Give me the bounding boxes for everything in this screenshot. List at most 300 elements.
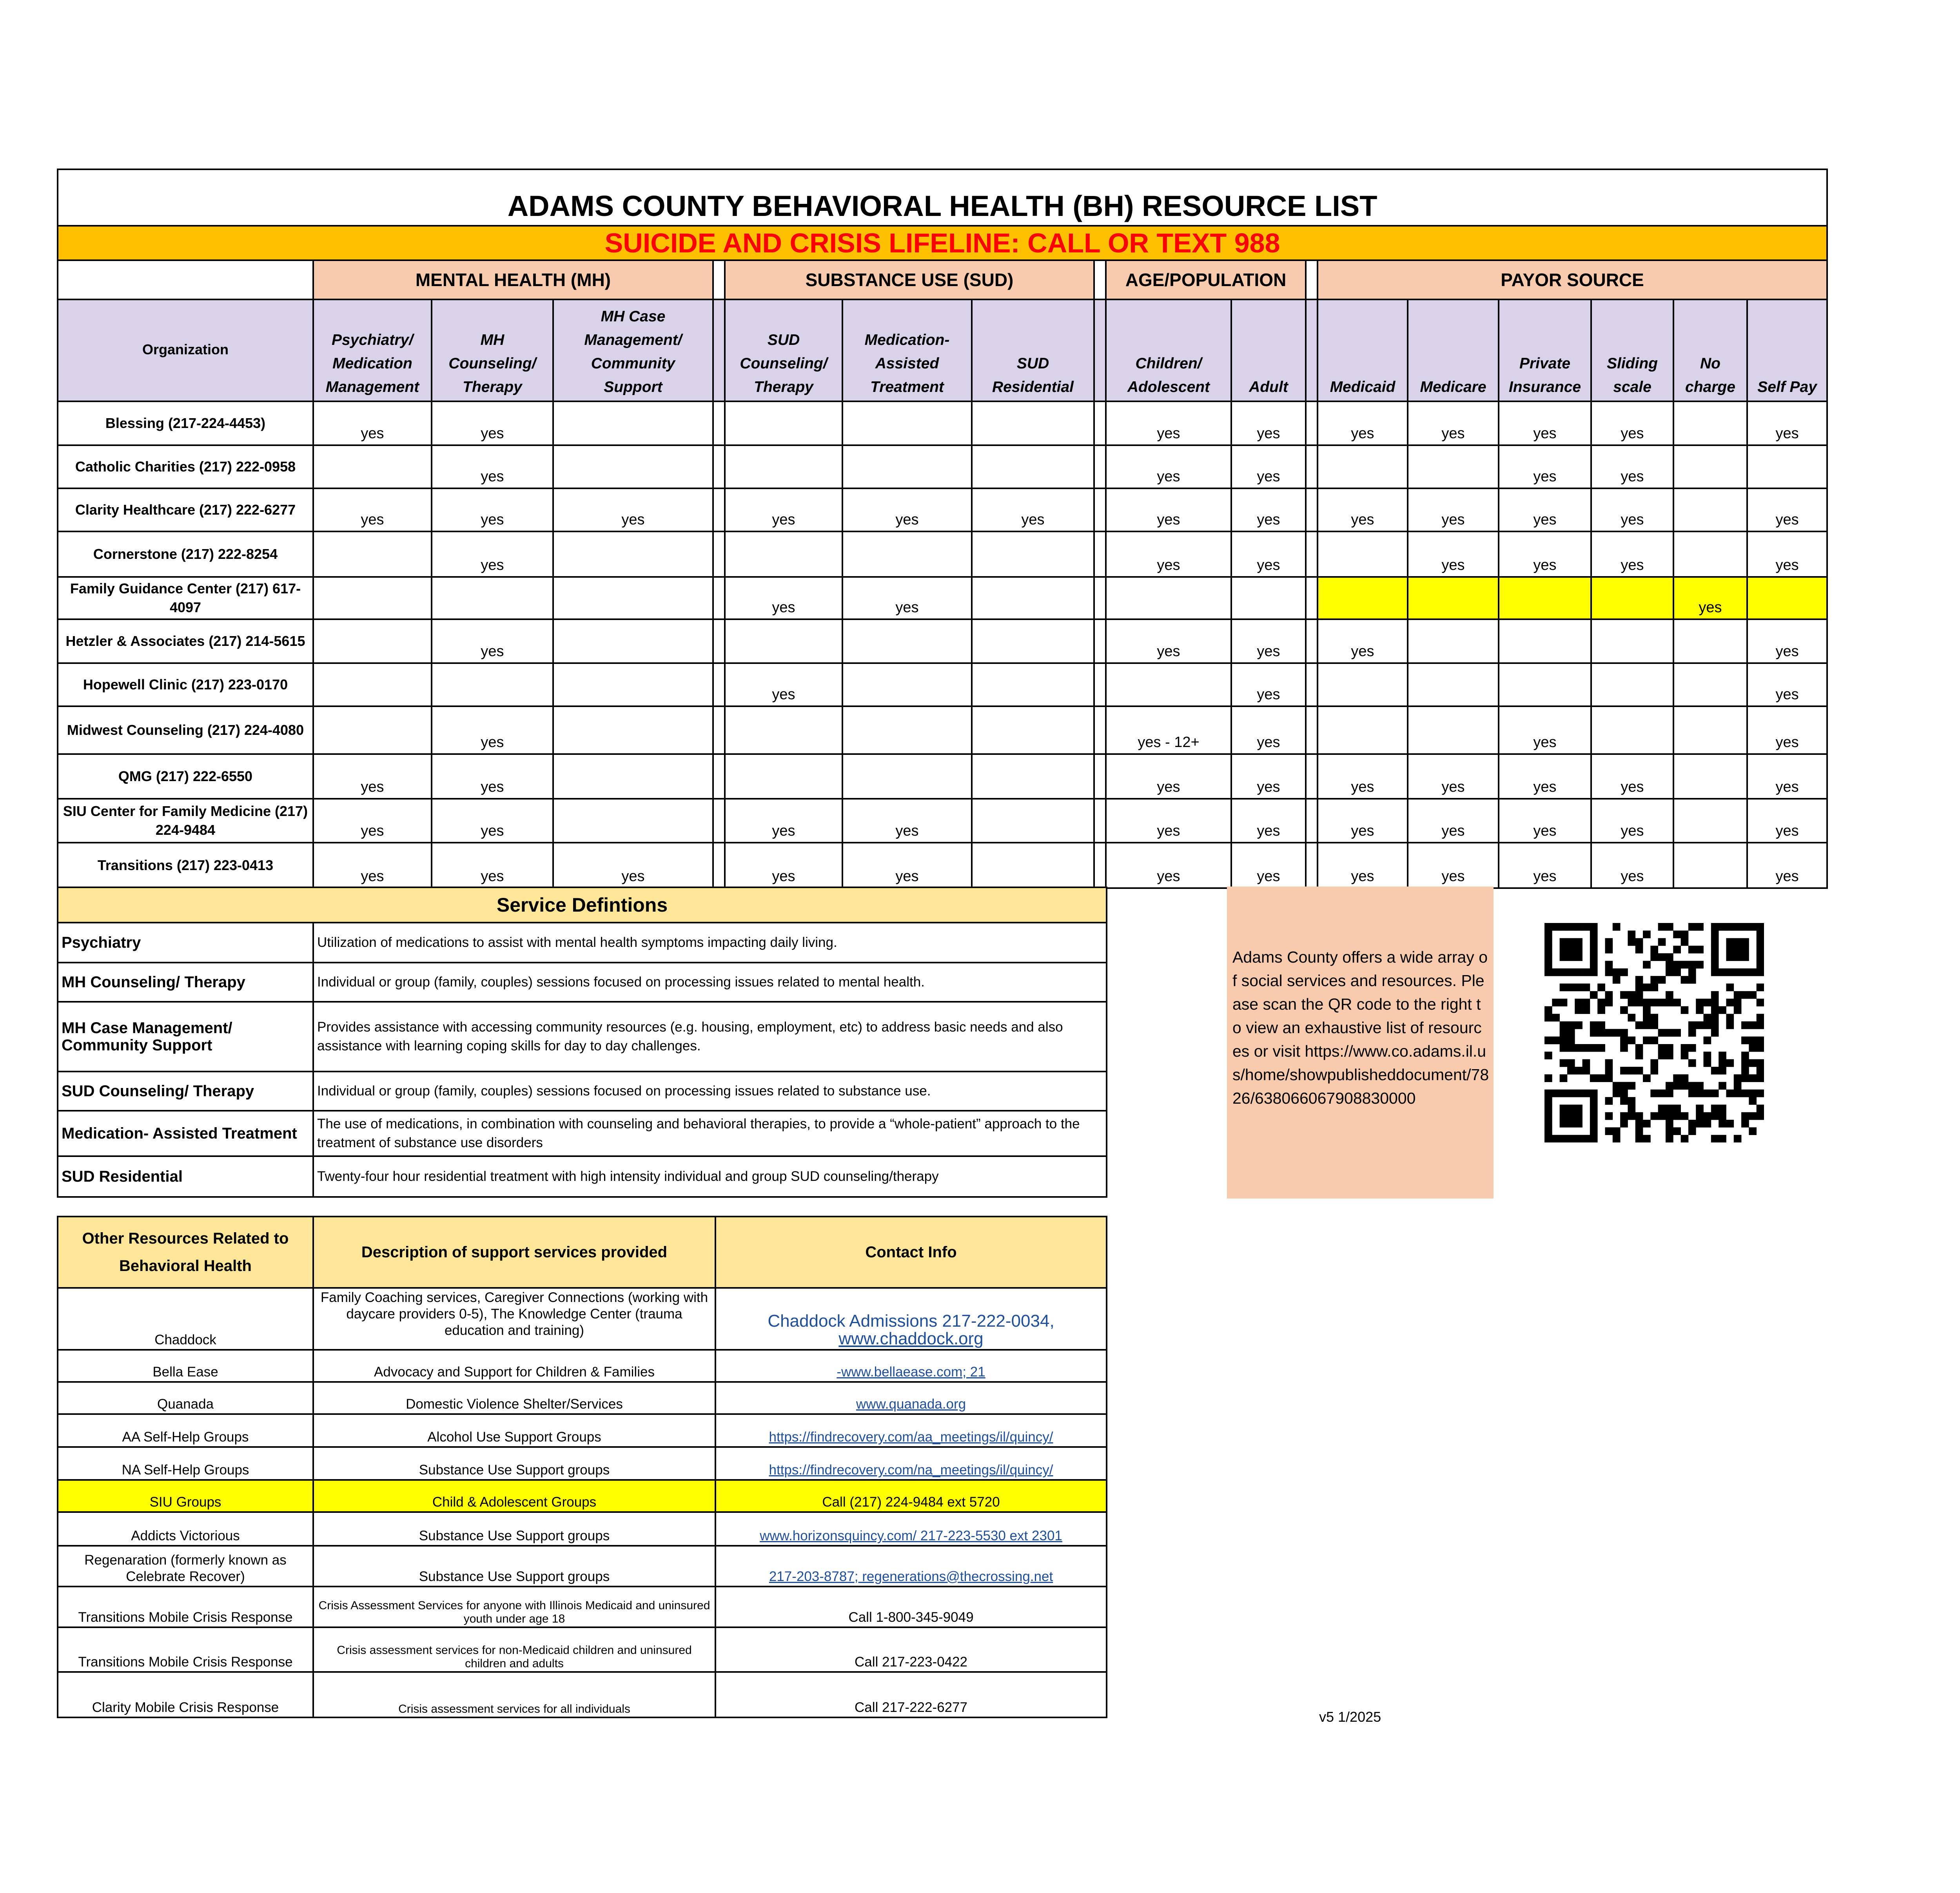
qr-module: [1575, 946, 1583, 954]
qr-module: [1696, 946, 1704, 954]
contact-link[interactable]: 217-203-8787; regenerations@thecrossing.net: [769, 1569, 1053, 1584]
qr-module: [1613, 923, 1621, 931]
qr-module: [1583, 923, 1590, 931]
qr-module: [1726, 1090, 1734, 1097]
qr-module: [1673, 1074, 1681, 1082]
service-cell: yes: [1408, 401, 1499, 445]
qr-module: [1575, 1006, 1583, 1014]
resource-description: Crisis assessment services for non-Medicaid children and uninsured children and adults: [313, 1627, 715, 1672]
qr-module: [1650, 946, 1658, 954]
qr-module: [1605, 946, 1613, 954]
org-name: Cornerstone (217) 222-8254: [58, 531, 313, 577]
definition-desc: The use of medications, in combination with counseling and behavioral therapies, to provide a “whole-patient” approach to the treatment of substance use disorders: [313, 1111, 1107, 1156]
qr-module: [1704, 1112, 1711, 1120]
service-cell: [1747, 445, 1827, 488]
qr-module: [1673, 1112, 1681, 1120]
qr-module: [1605, 999, 1613, 1006]
contact-text: Call 1-800-345-9049: [848, 1610, 974, 1625]
service-cell: yes: [553, 488, 713, 531]
qr-module: [1711, 961, 1719, 969]
qr-module: [1673, 999, 1681, 1006]
qr-module: [1696, 1120, 1704, 1128]
definition-desc: Utilization of medications to assist with mental health symptoms impacting daily living.: [313, 923, 1107, 963]
qr-module: [1590, 1021, 1598, 1029]
qr-module: [1704, 999, 1711, 1006]
definitions-header: Service Defintions: [58, 887, 1107, 923]
qr-module: [1757, 930, 1764, 938]
qr-module: [1643, 961, 1651, 969]
qr-module: [1704, 1059, 1711, 1067]
qr-module: [1719, 1120, 1726, 1128]
qr-module: [1696, 923, 1704, 931]
qr-module: [1741, 1059, 1749, 1067]
org-name: Family Guidance Center (217) 617-4097: [58, 577, 313, 619]
qr-module: [1567, 1059, 1575, 1067]
qr-module: [1741, 1074, 1749, 1082]
column-gap: [1094, 843, 1106, 888]
qr-module: [1620, 1097, 1628, 1105]
qr-module: [1620, 1044, 1628, 1052]
qr-module: [1544, 1052, 1552, 1059]
service-cell: [842, 619, 972, 663]
qr-module: [1711, 938, 1719, 946]
definition-term: MH Case Management/ Community Support: [58, 1002, 313, 1072]
service-cell: [1673, 843, 1747, 888]
service-cell: [313, 531, 432, 577]
qr-module: [1544, 1006, 1552, 1014]
qr-module: [1590, 1044, 1598, 1052]
col-no-charge: No charge: [1673, 299, 1747, 401]
definition-term: SUD Residential: [58, 1156, 313, 1197]
other-resources-table: [57, 1216, 1107, 1718]
qr-module: [1590, 938, 1598, 946]
qr-module: [1757, 983, 1764, 991]
qr-module: [1567, 946, 1575, 954]
qr-module: [1681, 1052, 1689, 1059]
qr-module: [1567, 1090, 1575, 1097]
service-cell: [972, 577, 1094, 619]
contact-link[interactable]: -www.bellaease.com; 21: [837, 1364, 985, 1380]
column-gap: [713, 663, 725, 706]
service-cell: [842, 445, 972, 488]
qr-module: [1734, 968, 1742, 976]
qr-module: [1749, 1090, 1757, 1097]
qr-module: [1696, 1090, 1704, 1097]
service-cell: yes: [432, 531, 553, 577]
contact-text: Call (217) 224-9484 ext 5720: [822, 1494, 1000, 1510]
service-cell: yes: [313, 754, 432, 799]
contact-link[interactable]: www.quanada.org: [856, 1396, 966, 1412]
qr-module: [1658, 1044, 1666, 1052]
qr-module: [1544, 1112, 1552, 1120]
column-gap: [1094, 706, 1106, 754]
service-cell: [1231, 577, 1306, 619]
qr-module: [1650, 976, 1658, 984]
qr-module: [1704, 1021, 1711, 1029]
qr-module: [1597, 983, 1605, 991]
qr-module: [1749, 1037, 1757, 1044]
resource-contact[interactable]: [715, 1382, 1107, 1414]
service-cell: [972, 401, 1094, 445]
qr-module: [1635, 938, 1643, 946]
service-cell: yes: [1408, 488, 1499, 531]
service-cell: [842, 663, 972, 706]
qr-module: [1688, 1082, 1696, 1090]
qr-module: [1590, 1074, 1598, 1082]
qr-module: [1560, 923, 1568, 931]
column-gap: [713, 260, 725, 299]
qr-module: [1544, 923, 1552, 931]
qr-module: [1757, 1044, 1764, 1052]
service-cell: yes: [1499, 488, 1591, 531]
service-cell: [1318, 706, 1408, 754]
qr-module: [1711, 1014, 1719, 1022]
contact-link[interactable]: Chaddock Admissions 217-222-0034,: [768, 1311, 1054, 1331]
qr-module: [1734, 991, 1742, 999]
qr-module: [1583, 1135, 1590, 1142]
definition-term: SUD Counseling/ Therapy: [58, 1072, 313, 1111]
qr-module: [1567, 968, 1575, 976]
service-cell: [972, 706, 1094, 754]
qr-module: [1590, 930, 1598, 938]
qr-module: [1544, 1090, 1552, 1097]
qr-module: [1605, 1097, 1613, 1105]
col-sliding-scale: Sliding scale: [1591, 299, 1673, 401]
qr-module: [1567, 1021, 1575, 1029]
service-cell: yes: [1499, 401, 1591, 445]
qr-module: [1658, 1112, 1666, 1120]
col-mat: Medication- Assisted Treatment: [842, 299, 972, 401]
qr-module: [1567, 938, 1575, 946]
contact-text: Call 217-223-0422: [855, 1654, 967, 1670]
resource-name: Regenaration (formerly known as Celebrate Recover): [58, 1546, 313, 1587]
service-cell: [313, 706, 432, 754]
qr-module: [1666, 1052, 1673, 1059]
service-cell: yes: [1747, 706, 1827, 754]
qr-module: [1666, 1112, 1673, 1120]
qr-module: [1726, 1120, 1734, 1128]
qr-module: [1552, 999, 1560, 1006]
qr-module: [1666, 1120, 1673, 1128]
resource-name: Addicts Victorious: [58, 1512, 313, 1546]
service-cell: [1591, 706, 1673, 754]
service-cell: [1673, 488, 1747, 531]
qr-module: [1711, 1104, 1719, 1112]
qr-module: [1567, 1067, 1575, 1075]
qr-module: [1575, 923, 1583, 931]
column-gap: [713, 531, 725, 577]
qr-module: [1560, 1029, 1568, 1037]
qr-module: [1628, 1104, 1635, 1112]
service-cell: [1673, 799, 1747, 843]
contact-link[interactable]: www.horizonsquincy.com/ 217-223-5530 ext 2301: [760, 1528, 1062, 1543]
qr-module: [1734, 1090, 1742, 1097]
qr-module: [1666, 1082, 1673, 1090]
contact-link[interactable]: https://findrecovery.com/na_meetings/il/quincy/: [769, 1462, 1053, 1478]
qr-module: [1741, 1090, 1749, 1097]
service-cell: [842, 706, 972, 754]
qr-module: [1605, 1112, 1613, 1120]
service-cell: [972, 531, 1094, 577]
contact-text: Call 217-222-6277: [855, 1700, 967, 1715]
column-gap: [713, 445, 725, 488]
qr-module: [1643, 1074, 1651, 1082]
qr-module: [1620, 968, 1628, 976]
column-gap: [1306, 619, 1318, 663]
qr-module: [1658, 1052, 1666, 1059]
column-gap: [1094, 663, 1106, 706]
service-cell: yes: [1106, 401, 1231, 445]
service-cell: yes: [842, 843, 972, 888]
service-cell: yes: [972, 488, 1094, 531]
qr-module: [1628, 1014, 1635, 1022]
resource-contact[interactable]: [715, 1350, 1107, 1382]
qr-module: [1688, 961, 1696, 969]
qr-module: [1544, 1104, 1552, 1112]
service-cell: yes: [1106, 754, 1231, 799]
qr-module: [1590, 1029, 1598, 1037]
qr-module: [1650, 1090, 1658, 1097]
qr-module: [1719, 1104, 1726, 1112]
org-name: Hetzler & Associates (217) 214-5615: [58, 619, 313, 663]
qr-module: [1726, 983, 1734, 991]
qr-module: [1673, 946, 1681, 954]
org-row: [58, 706, 1827, 754]
column-gap: [1306, 401, 1318, 445]
qr-module: [1711, 1006, 1719, 1014]
qr-module: [1711, 1135, 1719, 1142]
resource-row: [58, 1414, 1107, 1447]
resource-contact[interactable]: [715, 1414, 1107, 1447]
service-cell: yes: [1231, 843, 1306, 888]
resource-row: [58, 1480, 1107, 1512]
qr-module: [1628, 991, 1635, 999]
qr-module: [1560, 953, 1568, 961]
contact-link[interactable]: https://findrecovery.com/aa_meetings/il/quincy/: [769, 1429, 1053, 1445]
qr-module: [1560, 1120, 1568, 1128]
resource-row: [58, 1672, 1107, 1717]
qr-module: [1741, 946, 1749, 954]
qr-module: [1711, 1112, 1719, 1120]
qr-module: [1575, 1067, 1583, 1075]
qr-code-icon[interactable]: [1544, 923, 1764, 1142]
column-gap: [1094, 619, 1106, 663]
qr-module: [1666, 968, 1673, 976]
service-cell: [1318, 577, 1408, 619]
service-cell: yes: [1106, 799, 1231, 843]
qr-module: [1635, 999, 1643, 1006]
column-gap: [713, 577, 725, 619]
service-cell: [1673, 619, 1747, 663]
qr-module: [1666, 999, 1673, 1006]
qr-module: [1741, 1037, 1749, 1044]
definition-desc: Provides assistance with accessing community resources (e.g. housing, employment, etc) to address basic needs and also assistance with learning coping skills for day to day challenges.: [313, 1002, 1107, 1072]
qr-module: [1590, 923, 1598, 931]
service-cell: yes: [1106, 843, 1231, 888]
definition-row: [58, 923, 1107, 963]
column-gap: [1306, 577, 1318, 619]
qr-module: [1635, 983, 1643, 991]
qr-module: [1666, 923, 1673, 931]
qr-module: [1741, 1112, 1749, 1120]
service-cell: [313, 577, 432, 619]
qr-module: [1650, 1112, 1658, 1120]
resource-contact: [715, 1480, 1107, 1512]
qr-module: [1613, 1135, 1621, 1142]
qr-module: [1711, 968, 1719, 976]
qr-module: [1681, 1006, 1689, 1014]
qr-module: [1620, 1090, 1628, 1097]
qr-module: [1567, 1037, 1575, 1044]
qr-module: [1620, 1112, 1628, 1120]
service-cell: yes: [725, 488, 842, 531]
qr-module: [1605, 961, 1613, 969]
qr-module: [1628, 999, 1635, 1006]
qr-module: [1749, 1044, 1757, 1052]
qr-module: [1575, 968, 1583, 976]
service-cell: yes: [1591, 843, 1673, 888]
qr-module: [1719, 1006, 1726, 1014]
qr-module: [1597, 1074, 1605, 1082]
qr-module: [1726, 946, 1734, 954]
qr-module: [1757, 1067, 1764, 1075]
resource-row: [58, 1512, 1107, 1546]
qr-module: [1734, 999, 1742, 1006]
qr-module: [1552, 923, 1560, 931]
qr-module: [1658, 976, 1666, 984]
qr-module: [1597, 1006, 1605, 1014]
col-medicare: Medicare: [1408, 299, 1499, 401]
service-cell: [1673, 663, 1747, 706]
service-cell: yes: [1673, 577, 1747, 619]
qr-module: [1696, 1112, 1704, 1120]
service-cell: [313, 663, 432, 706]
service-definitions-table: [57, 887, 1107, 1198]
qr-module: [1757, 1090, 1764, 1097]
qr-module: [1696, 999, 1704, 1006]
resource-contact[interactable]: [715, 1546, 1107, 1587]
service-cell: yes: [1591, 401, 1673, 445]
service-cell: yes: [1747, 531, 1827, 577]
service-cell: [313, 445, 432, 488]
org-row: [58, 843, 1827, 888]
qr-module: [1567, 1135, 1575, 1142]
qr-module: [1688, 1029, 1696, 1037]
service-cell: yes: [1231, 619, 1306, 663]
qr-module: [1658, 1090, 1666, 1097]
qr-module: [1757, 1037, 1764, 1044]
qr-module: [1704, 1090, 1711, 1097]
qr-module: [1696, 1021, 1704, 1029]
qr-module: [1544, 968, 1552, 976]
service-cell: yes: [1106, 619, 1231, 663]
column-gap: [713, 401, 725, 445]
service-cell: yes: [1591, 445, 1673, 488]
resource-table: [57, 169, 1828, 889]
qr-module: [1734, 938, 1742, 946]
qr-module: [1704, 1052, 1711, 1059]
qr-module: [1544, 953, 1552, 961]
qr-module: [1560, 1112, 1568, 1120]
qr-module: [1696, 1006, 1704, 1014]
other-header-description: Description of support services provided: [313, 1217, 715, 1288]
qr-module: [1650, 1067, 1658, 1075]
column-gap: [713, 488, 725, 531]
qr-module: [1567, 1112, 1575, 1120]
qr-module: [1749, 1097, 1757, 1105]
qr-module: [1711, 953, 1719, 961]
qr-module: [1711, 946, 1719, 954]
column-gap: [1094, 401, 1106, 445]
qr-module: [1583, 1006, 1590, 1014]
qr-module: [1583, 999, 1590, 1006]
qr-module: [1749, 1021, 1757, 1029]
resource-contact[interactable]: [715, 1512, 1107, 1546]
qr-module: [1650, 1059, 1658, 1067]
qr-module: [1726, 1014, 1734, 1022]
qr-module: [1567, 1029, 1575, 1037]
qr-module: [1688, 1120, 1696, 1128]
qr-module: [1681, 1074, 1689, 1082]
qr-module: [1620, 1037, 1628, 1044]
qr-module: [1704, 1037, 1711, 1044]
qr-module: [1560, 946, 1568, 954]
contact-link[interactable]: www.chaddock.org: [838, 1329, 984, 1348]
qr-module: [1583, 968, 1590, 976]
qr-module: [1628, 1097, 1635, 1105]
qr-module: [1650, 953, 1658, 961]
qr-module: [1666, 953, 1673, 961]
qr-module: [1734, 953, 1742, 961]
qr-module: [1741, 991, 1749, 999]
resource-contact[interactable]: [715, 1288, 1107, 1350]
qr-module: [1544, 1074, 1552, 1082]
qr-module: [1583, 1090, 1590, 1097]
service-cell: [842, 401, 972, 445]
definition-term: MH Counseling/ Therapy: [58, 963, 313, 1002]
qr-module: [1734, 1135, 1742, 1142]
service-cell: yes: [1231, 445, 1306, 488]
qr-module: [1567, 953, 1575, 961]
qr-module: [1575, 938, 1583, 946]
qr-module: [1575, 999, 1583, 1006]
col-sud-residential: SUD Residential: [972, 299, 1094, 401]
qr-module: [1552, 1037, 1560, 1044]
qr-module: [1560, 1059, 1568, 1067]
qr-module: [1544, 1014, 1552, 1022]
definition-term: Medication- Assisted Treatment: [58, 1111, 313, 1156]
org-row: [58, 799, 1827, 843]
service-cell: [842, 531, 972, 577]
resource-contact[interactable]: [715, 1447, 1107, 1480]
qr-module: [1681, 938, 1689, 946]
qr-module: [1643, 1037, 1651, 1044]
resource-contact: [715, 1587, 1107, 1627]
qr-module: [1567, 1104, 1575, 1112]
service-cell: yes: [1747, 843, 1827, 888]
service-cell: [553, 663, 713, 706]
qr-module: [1666, 1090, 1673, 1097]
qr-module: [1635, 991, 1643, 999]
qr-module: [1613, 968, 1621, 976]
qr-module: [1696, 1104, 1704, 1112]
qr-module: [1673, 961, 1681, 969]
service-cell: yes: [1318, 799, 1408, 843]
service-cell: [553, 754, 713, 799]
group-mental-health: MENTAL HEALTH (MH): [313, 260, 713, 299]
service-cell: [1408, 445, 1499, 488]
qr-module: [1757, 923, 1764, 931]
